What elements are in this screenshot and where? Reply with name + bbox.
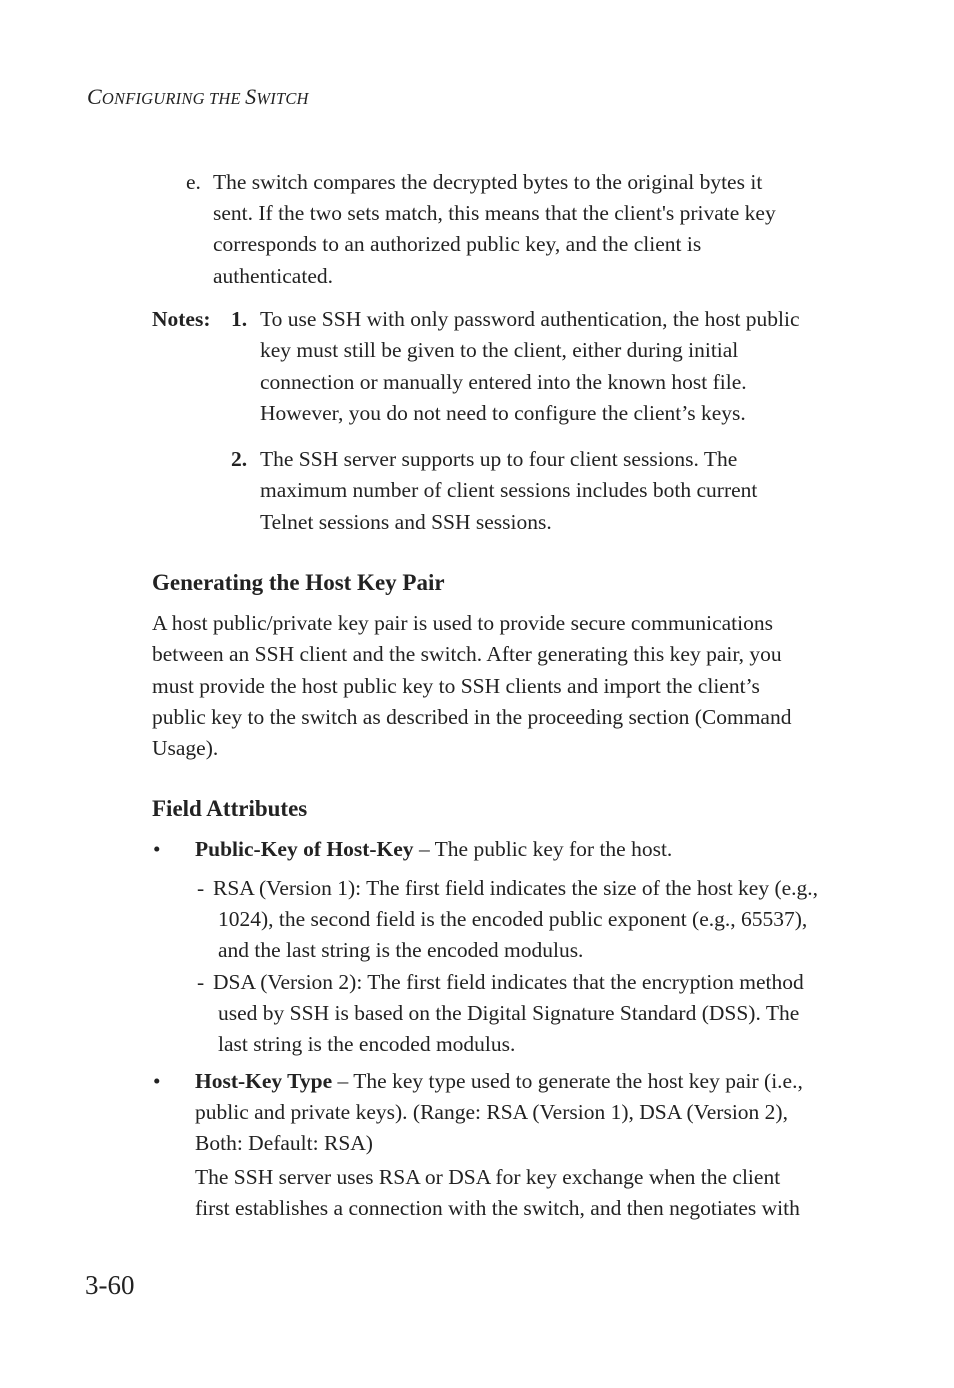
paragraph-line: The SSH server uses RSA or DSA for key exchange when the client (195, 1165, 781, 1189)
step-e-text-cont (213, 198, 776, 292)
note-1-text (260, 304, 800, 429)
page-number: 3-60 (85, 1270, 135, 1300)
header-cap-s: S (245, 84, 257, 109)
subitem-line: and the last string is the encoded modulus. (218, 938, 584, 963)
step-e-text (213, 167, 762, 198)
note-line: Telnet sessions and SSH sessions. (260, 509, 552, 534)
step-e-line: The switch compares the decrypted bytes to the original bytes it (213, 170, 763, 194)
step-e-line: sent. If the two sets match, this means that the client's private key (213, 201, 776, 225)
step-e-line: authenticated. (213, 263, 333, 288)
bullet-line: public and private keys). (Range: RSA (Version 1), DSA (Version 2), (195, 1100, 788, 1124)
bullet-item-public-key (195, 834, 672, 865)
body-line: A host public/private key pair is used to provide secure communications (152, 611, 773, 635)
subitem-dsa-first-line: DSA (Version 2): The first field indicates that the encryption method (213, 970, 804, 994)
subitem-line: used by SSH is based on the Digital Signature Standard (DSS). The (218, 1001, 800, 1025)
body-line: Usage). (152, 736, 219, 761)
bullet-icon: • (153, 837, 161, 861)
term-description: – The key type used to generate the host key pair (i.e., (332, 1069, 803, 1093)
term-public-key: Public-Key of Host-Key (195, 837, 414, 861)
header-cap-c: C (87, 84, 102, 109)
header-small-caps-2: WITCH (256, 89, 309, 108)
note-number: 2. (231, 447, 248, 471)
notes-label: Notes: (152, 307, 211, 331)
section-heading-fields: Field Attributes (152, 796, 308, 821)
subitem-rsa-first-line: RSA (Version 1): The first field indicates the size of the host key (e.g., (213, 876, 819, 900)
note-line: connection or manually entered into the known host file. (260, 369, 747, 394)
subitem-rsa-cont (218, 904, 807, 967)
note-line: To use SSH with only password authentication, the host public (260, 307, 800, 331)
subitem-dsa-cont (218, 998, 799, 1061)
body-line: public key to the switch as described in the proceeding section (Command (152, 704, 792, 729)
section-heading-generating: Generating the Host Key Pair (152, 570, 445, 595)
dash-icon: - (197, 876, 205, 900)
section-generating-body (152, 608, 791, 764)
body-line: between an SSH client and the switch. After generating this key pair, you (152, 642, 782, 667)
note-number: 1. (231, 307, 248, 331)
note-line: The SSH server supports up to four client sessions. The (260, 447, 738, 471)
note-2-text (260, 444, 757, 538)
body-line: must provide the host public key to SSH clients and import the client’s (152, 673, 760, 698)
step-e-line: corresponds to an authorized public key, and the client is (213, 232, 702, 257)
subitem-line: last string is the encoded modulus. (218, 1032, 516, 1057)
dash-icon: - (197, 970, 205, 994)
subitem-line: 1024), the second field is the encoded public exponent (e.g., 65537), (218, 907, 808, 931)
bullet-item-host-key-type-cont (195, 1097, 788, 1160)
running-header (87, 84, 309, 110)
bullet-line: Both: Default: RSA) (195, 1131, 373, 1156)
paragraph-line: first establishes a connection with the switch, and then negotiates with (195, 1196, 800, 1221)
bullet-item-host-key-type (195, 1066, 803, 1097)
header-small-caps-1: ONFIGURING THE (101, 89, 246, 108)
note-line: However, you do not need to configure the client’s keys. (260, 400, 746, 425)
note-line: maximum number of client sessions includes both current (260, 478, 758, 503)
step-e-marker: e. (186, 170, 201, 194)
term-description: – The public key for the host. (413, 837, 673, 861)
term-host-key-type: Host-Key Type (195, 1069, 333, 1093)
host-key-type-paragraph (195, 1162, 800, 1225)
note-line: key must still be given to the client, either during initial (260, 338, 739, 363)
bullet-icon: • (153, 1069, 161, 1093)
